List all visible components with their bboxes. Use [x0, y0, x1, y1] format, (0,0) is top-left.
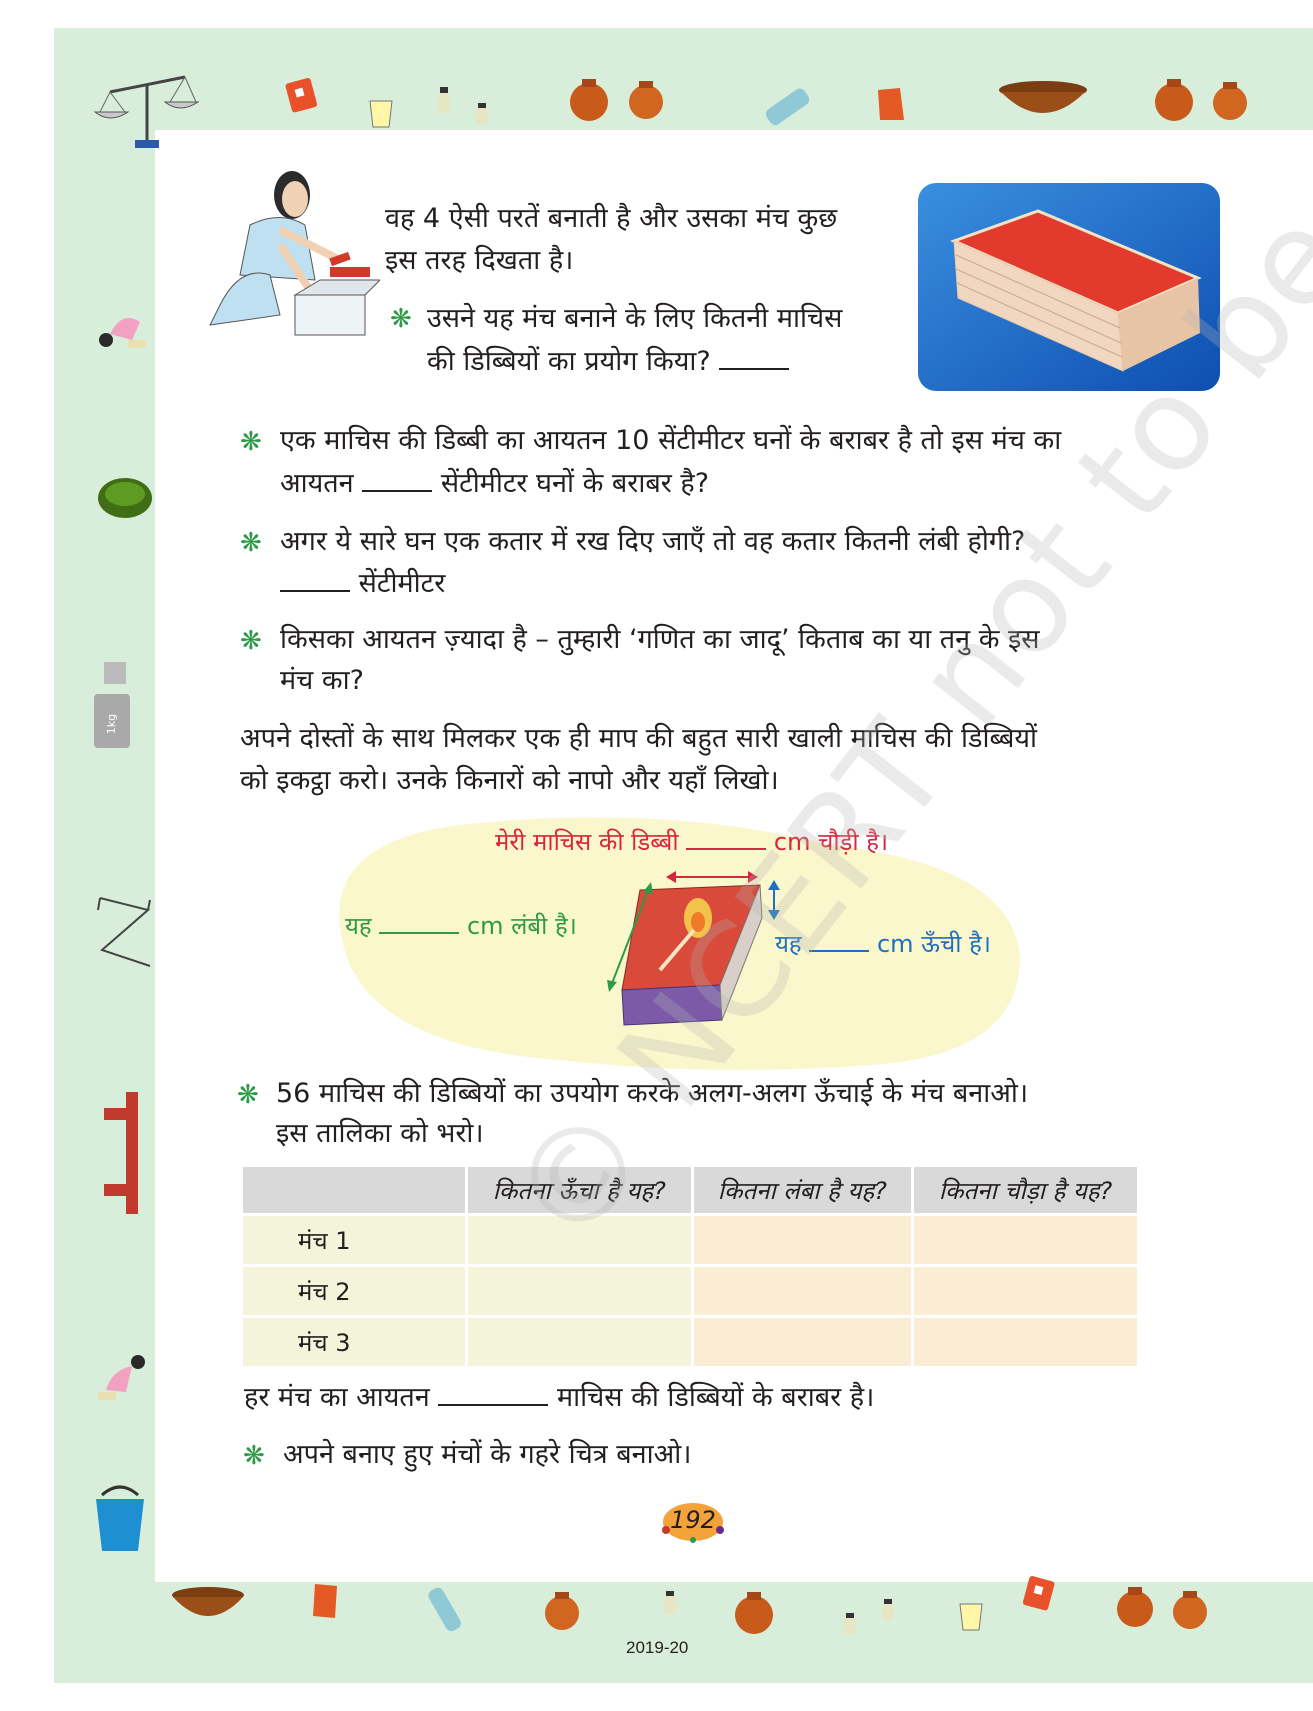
pot-icon [565, 75, 613, 123]
table-cell-input[interactable] [694, 1267, 911, 1315]
mug-icon [1018, 1570, 1064, 1616]
table-cell-input[interactable] [914, 1318, 1137, 1366]
table-header-corner [243, 1167, 465, 1213]
closing-line [244, 1376, 874, 1419]
question-2-line-2 [280, 462, 709, 505]
question-4-line-2: मंच का? [280, 665, 364, 696]
bowl-icon [168, 1585, 248, 1627]
row-label: मंच 3 [243, 1318, 465, 1366]
bottle-icon [436, 85, 452, 115]
question-3-unit: सेंटीमीटर [358, 568, 446, 599]
bullet-icon: ❋ [240, 626, 262, 656]
question-2-line-1: एक माचिस की डिब्बी का आयतन 10 सेंटीमीटर घनों के बराबर है तो इस मंच का [280, 425, 1062, 456]
weight-1kg-icon [90, 662, 136, 752]
instruction-line-2: को इकट्ठा करो। उनके किनारों को नापो और यहाँ लिखो। [240, 765, 779, 796]
width-label-text: मेरी माचिस की डिब्बी [495, 828, 679, 856]
question-4-line-1: किसका आयतन ज़्यादा है – तुम्हारी ‘गणित का जादू’ किताब का या तनु के इस [280, 624, 1040, 655]
bottle-icon [662, 1590, 678, 1616]
row-label: मंच 1 [243, 1216, 465, 1264]
bowl-icon [995, 78, 1091, 122]
question-3-line-1: अगर ये सारे घन एक कतार में रख दिए जाएँ तो वह कतार कितनी लंबी होगी? [280, 526, 1026, 557]
table-row [243, 1318, 1137, 1366]
svg-text:1kg: 1kg [105, 713, 118, 735]
pot-icon [1208, 78, 1252, 122]
final-instruction: अपने बनाए हुए मंचों के गहरे चित्र बनाओ। [283, 1439, 692, 1470]
intro-line-2: इस तरह दिखता है। [385, 245, 574, 276]
height-label-unit: cm ऊँची है। [876, 930, 991, 958]
height-label-text: यह [775, 930, 802, 958]
bullet-icon: ❋ [237, 1080, 259, 1110]
question-1-line-1: उसने यह मंच बनाने के लिए कितनी माचिस [427, 303, 843, 334]
task-line-1: 56 माचिस की डिब्बियों का उपयोग करके अलग-अलग ऊँचाई के मंच बनाओ। [276, 1078, 1029, 1109]
answer-blank[interactable] [719, 340, 789, 370]
bucket-icon [92, 1485, 148, 1555]
answer-blank[interactable] [362, 462, 432, 492]
length-answer-blank[interactable] [379, 904, 459, 934]
length-label [345, 904, 577, 947]
bottle-icon [474, 102, 490, 126]
table-cell-input[interactable] [914, 1216, 1137, 1264]
plastic-bottle-icon [420, 1580, 470, 1636]
jug-icon [870, 82, 914, 126]
width-label-unit: cm चौड़ी है। [773, 828, 889, 856]
pot-icon [624, 77, 668, 121]
intro-line-1: वह 4 ऐसी परतें बनाती है और उसका मंच कुछ [385, 203, 838, 234]
pot-icon [1112, 1583, 1158, 1629]
balance-scale-icon [90, 62, 200, 152]
table-header-length: कितना लंबा है यह? [694, 1167, 911, 1213]
cup-icon [365, 95, 401, 131]
answer-blank[interactable] [438, 1376, 548, 1406]
plastic-bottle-icon [760, 80, 820, 130]
pot-icon [1168, 1587, 1212, 1631]
answer-blank[interactable] [280, 562, 350, 592]
page-number-badge [660, 1500, 726, 1544]
table-cell-input[interactable] [694, 1216, 911, 1264]
closing-text-a: हर मंच का आयतन [244, 1382, 430, 1413]
table-cell-input[interactable] [468, 1318, 691, 1366]
bench-icon [100, 1088, 156, 1218]
bullet-icon: ❋ [240, 427, 262, 457]
table-header-width: कितना चौड़ा है यह? [914, 1167, 1137, 1213]
table-header-height: कितना ऊँचा है यह? [468, 1167, 691, 1213]
page-number: 192 [670, 1506, 716, 1534]
bullet-icon: ❋ [390, 304, 412, 334]
pot-icon [540, 1588, 584, 1632]
question-2-part-b: सेंटीमीटर घनों के बराबर है? [440, 468, 710, 499]
pot-icon [1150, 75, 1198, 123]
footer-year: 2019-20 [626, 1638, 689, 1657]
cup-icon [955, 1598, 991, 1634]
bullet-icon: ❋ [240, 528, 262, 558]
pot-icon [730, 1588, 778, 1636]
question-3-line-2 [280, 562, 445, 605]
table-cell-input[interactable] [694, 1318, 911, 1366]
girl-stacking-matchboxes-illustration [180, 155, 380, 350]
question-2-part-a: आयतन [280, 468, 354, 499]
green-plate-icon [95, 472, 155, 522]
table-cell-input[interactable] [914, 1267, 1137, 1315]
bullet-icon: ❋ [243, 1441, 265, 1471]
girl-sweeping-icon [92, 1348, 152, 1408]
platform-table [240, 1164, 1140, 1369]
table-row [243, 1216, 1137, 1264]
mug-icon [282, 72, 328, 118]
girl-sweeping-icon [92, 300, 152, 360]
table-cell-input[interactable] [468, 1267, 691, 1315]
task-line-2: इस तालिका को भरो। [276, 1118, 484, 1149]
jug-icon [305, 1578, 349, 1622]
length-label-unit: cm लंबी है। [466, 912, 577, 940]
bottle-icon [842, 1612, 858, 1636]
row-label: मंच 2 [243, 1267, 465, 1315]
instruction-line-1: अपने दोस्तों के साथ मिलकर एक ही माप की बहुत सारी खाली माचिस की डिब्बियों [240, 723, 1038, 754]
question-1-line-2 [427, 340, 789, 383]
folding-stool-icon [92, 890, 156, 974]
closing-text-b: माचिस की डिब्बियों के बराबर है। [556, 1382, 875, 1413]
length-label-text: यह [345, 912, 372, 940]
table-row [243, 1267, 1137, 1315]
question-1-text: की डिब्बियों का प्रयोग किया? [427, 346, 711, 377]
bottle-icon [880, 1598, 896, 1622]
